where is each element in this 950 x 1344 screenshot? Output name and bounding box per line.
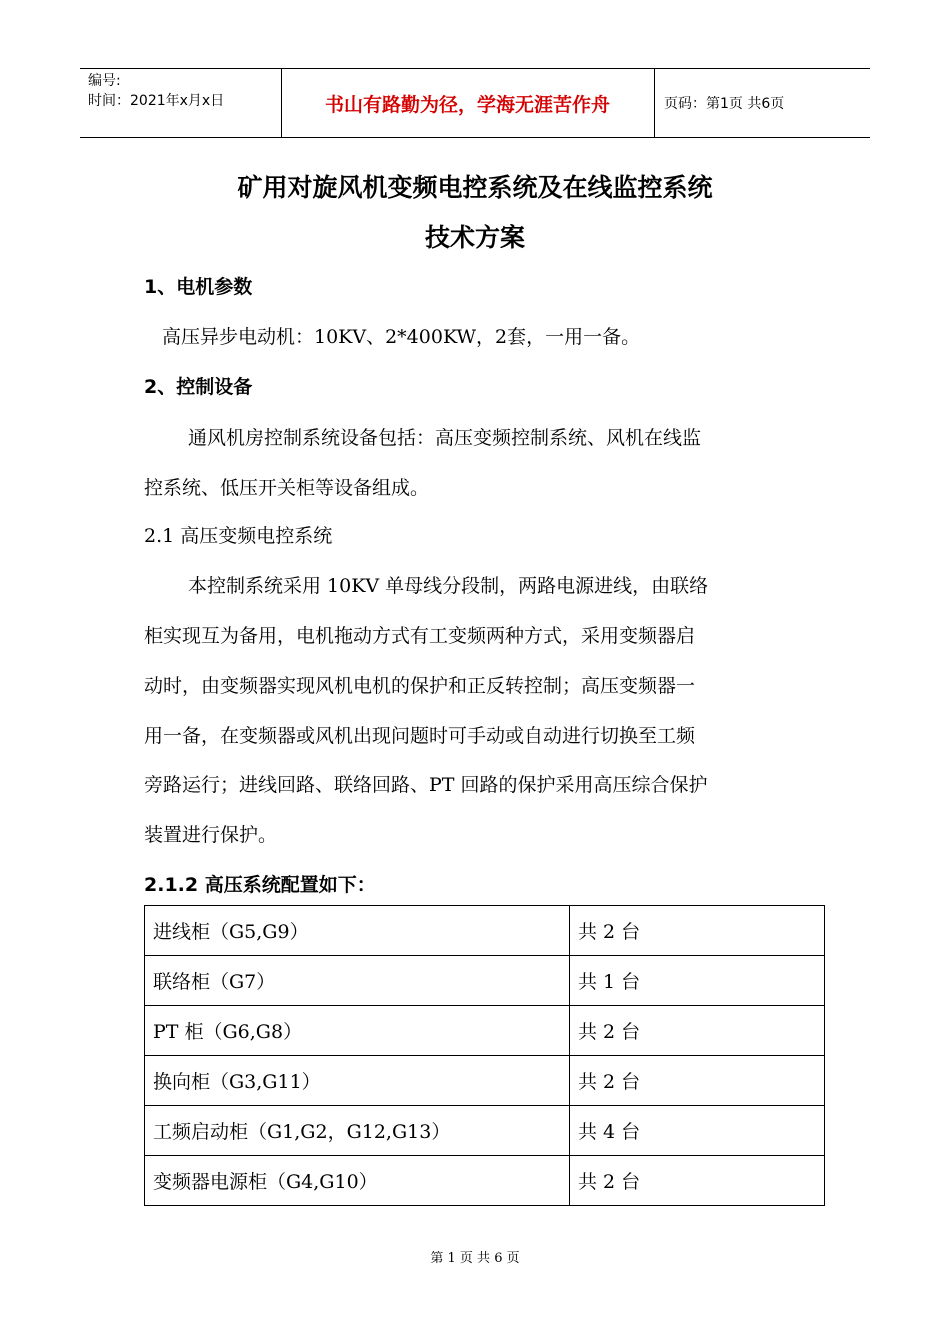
table-row — [145, 1106, 825, 1156]
table-row — [145, 1056, 825, 1106]
number-label: 编号: — [88, 73, 121, 89]
paragraph-line: 旁路运行；进线回路、联络回路、PT 回路的保护采用高压综合保护 — [144, 774, 708, 796]
section-heading: 2.1 高压变频电控系统 — [144, 525, 333, 547]
paragraph-line: 用一备，在变频器或风机出现问题时可手动或自动进行切换至工频 — [144, 725, 696, 747]
table-cell: 变频器电源柜（G4,G10） — [145, 1156, 570, 1206]
paragraph-line: 动时，由变频器实现风机电机的保护和正反转控制；高压变频器一 — [144, 675, 696, 697]
time-label: 时间：2021年x月x日 — [88, 93, 225, 109]
table-cell: 工频启动柜（G1,G2，G12,G13） — [145, 1106, 570, 1156]
section-heading: 2.1.2 高压系统配置如下： — [144, 874, 376, 896]
config-table — [144, 905, 825, 1206]
document-subtitle: 技术方案 — [424, 223, 525, 252]
paragraph-line: 柜实现互为备用，电机拖动方式有工变频两种方式，采用变频器启 — [144, 625, 696, 647]
table-cell: PT 柜（G6,G8） — [145, 1006, 570, 1056]
paragraph-line: 装置进行保护。 — [144, 824, 278, 846]
paragraph: 高压异步电动机：10KV、2*400KW，2套，一用一备。 — [162, 326, 641, 348]
header-meta — [88, 71, 224, 111]
table-cell: 共 2 台 — [570, 1006, 825, 1056]
document-header — [80, 68, 870, 138]
table-cell: 共 4 台 — [570, 1106, 825, 1156]
table-row — [145, 956, 825, 1006]
table-cell: 共 2 台 — [570, 1056, 825, 1106]
section-heading: 1、电机参数 — [144, 276, 253, 298]
page-footer: 第 1 页 共 6 页 — [430, 1251, 520, 1266]
table-row — [145, 906, 825, 956]
table-cell: 换向柜（G3,G11） — [145, 1056, 570, 1106]
table-cell: 联络柜（G7） — [145, 956, 570, 1006]
table-cell: 共 2 台 — [570, 1156, 825, 1206]
table-cell: 进线柜（G5,G9） — [145, 906, 570, 956]
paragraph-line: 通风机房控制系统设备包括：高压变频控制系统、风机在线监 — [188, 427, 702, 449]
table-row — [145, 1006, 825, 1056]
document-title: 矿用对旋风机变频电控系统及在线监控系统 — [237, 173, 713, 202]
header-page-info: 页码：第1页 共6页 — [664, 96, 785, 112]
paragraph-line: 本控制系统采用 10KV 单母线分段制，两路电源进线，由联络 — [188, 575, 709, 597]
paragraph-line: 控系统、低压开关柜等设备组成。 — [144, 477, 430, 499]
section-heading: 2、控制设备 — [144, 376, 253, 398]
header-divider — [654, 69, 655, 137]
table-cell: 共 2 台 — [570, 906, 825, 956]
table-cell: 共 1 台 — [570, 956, 825, 1006]
table-row — [145, 1156, 825, 1206]
header-motto: 书山有路勤为径，学海无涯苦作舟 — [324, 93, 610, 116]
